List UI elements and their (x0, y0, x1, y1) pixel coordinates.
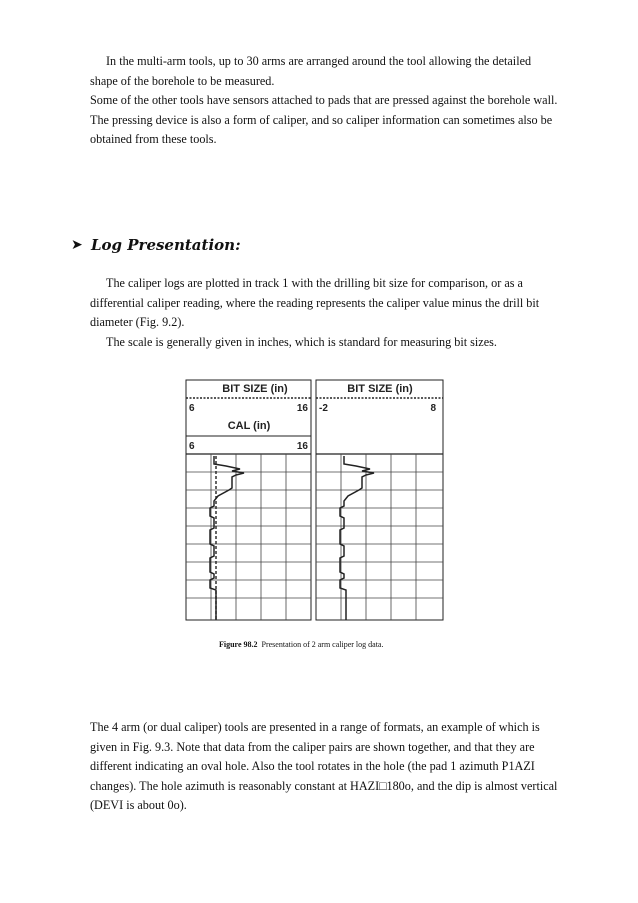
section-title: Log Presentation: (91, 236, 241, 254)
left-bit-size-label: BIT SIZE (in) (222, 383, 288, 395)
paragraph-log-presentation (90, 274, 590, 352)
paragraph-line: differential caliper reading, where the reading represents the caliper value minus the drill bit (90, 295, 540, 310)
left-bit-min: 6 (189, 403, 195, 414)
paragraph-line: shape of the borehole to be measured. (90, 73, 275, 88)
right-min: -2 (319, 403, 328, 414)
paragraph-line: given in Fig. 9.3. Note that data from the caliper pairs are shown together, and that they are (90, 739, 535, 754)
right-track-frame (316, 380, 443, 620)
cal-label: CAL (in) (227, 420, 271, 432)
arrow-bullet-icon: ➤ (71, 237, 83, 253)
paragraph-line: changes). The hole azimuth is reasonably constant at HAZI□180o, and the dip is almost vertical (90, 778, 558, 793)
caliper-log-figure (180, 376, 450, 624)
paragraph-line: The scale is generally given in inches, which is standard for measuring bit sizes. (106, 334, 497, 349)
caliper-curve (210, 456, 244, 620)
left-bit-max: 16 (296, 403, 308, 414)
differential-caliper-curve (340, 456, 374, 620)
paragraph-four-arm (90, 718, 590, 816)
figure-caption (219, 640, 383, 649)
right-grid (316, 454, 443, 620)
caption-text: Presentation of 2 arm caliper log data. (261, 640, 384, 649)
section-heading (71, 236, 241, 254)
right-bit-size-label: BIT SIZE (in) (347, 383, 413, 395)
cal-min: 6 (189, 441, 195, 452)
left-track-frame (186, 380, 311, 620)
cal-max: 16 (296, 441, 308, 452)
paragraph-line: (DEVI is about 0o). (90, 798, 187, 812)
caption-label: Figure 98.2 (219, 640, 258, 649)
paragraph-line: The 4 arm (or dual caliper) tools are presented in a range of formats, an example of which is (90, 720, 540, 734)
paragraph-line: In the multi-arm tools, up to 30 arms are arranged around the tool allowing the detailed (106, 54, 532, 68)
paragraph-line: diameter (Fig. 9.2). (90, 315, 185, 329)
paragraph-line: obtained from these tools. (90, 132, 217, 146)
left-grid (186, 454, 311, 620)
paragraph-line: The pressing device is also a form of caliper, and so caliper information can sometimes also be (90, 112, 553, 127)
paragraph-multi-arm (90, 52, 590, 150)
paragraph-line: The caliper logs are plotted in track 1 with the drilling bit size for comparison, or as a (106, 276, 523, 290)
right-max: 8 (430, 403, 436, 414)
paragraph-line: different indicating an oval hole. Also the tool rotates in the hole (the pad 1 azimuth P1AZI (90, 759, 535, 773)
paragraph-line: Some of the other tools have sensors attached to pads that are pressed against the borehole wall. (90, 93, 558, 107)
